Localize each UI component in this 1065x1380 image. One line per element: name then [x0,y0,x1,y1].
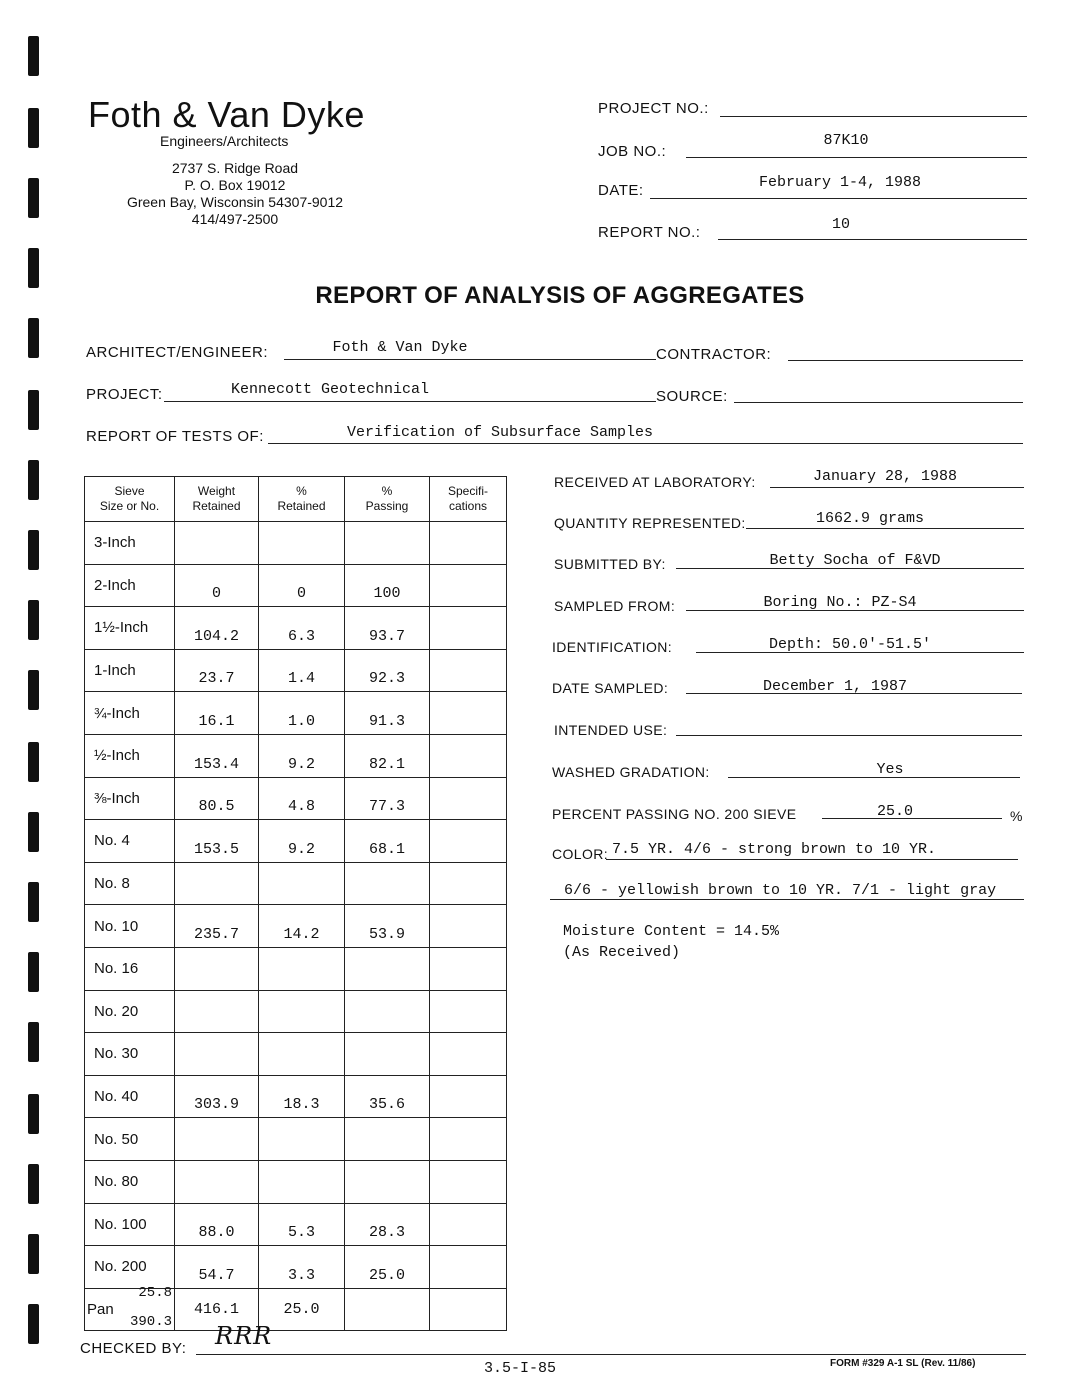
job-no-value: 87K10 [823,132,869,149]
table-row: No. 10 235.7 14.2 53.9 [85,905,507,948]
phone: 414/497-2500 [191,211,279,227]
color-label: COLOR: [552,846,609,862]
moisture-content: Moisture Content = 14.5% [563,923,780,940]
washed-gradation-label: WASHED GRADATION: [552,764,710,780]
architect-label: ARCHITECT/ENGINEER: [86,344,269,361]
contractor-label: CONTRACTOR: [656,346,772,363]
tests-value: Verification of Subsurface Samples [346,424,654,441]
pan-label: Pan [87,1300,114,1318]
project-label: PROJECT: [86,386,163,403]
form-code: 3.5-I-85 [483,1360,556,1377]
source-label: SOURCE: [656,388,728,405]
table-row: No. 16 [85,947,507,990]
company-name: Foth & Van Dyke [88,94,365,135]
table-row: 3-Inch [85,522,507,565]
pan-note-top: 25.8 [138,1284,172,1301]
quantity-value: 1662.9 grams [815,510,925,527]
date-value: February 1-4, 1988 [758,174,922,191]
table-row: No. 40 303.9 18.3 35.6 [85,1075,507,1118]
address-line-1: 2737 S. Ridge Road [171,160,299,176]
table-row: No. 20 [85,990,507,1033]
table-row: 1-Inch 23.7 1.4 92.3 [85,649,507,692]
tests-label: REPORT OF TESTS OF: [86,428,264,445]
table-row: 1½-Inch 104.2 6.3 93.7 [85,607,507,650]
header-size: Sieve Size or No. [85,477,175,522]
address-line-2: P. O. Box 19012 [184,177,286,193]
header-weight: Weight Retained [175,477,259,522]
table-row: ¾-Inch 16.1 1.0 91.3 [85,692,507,735]
date-sampled-label: DATE SAMPLED: [552,680,669,696]
header-pct-retained: % Retained [259,477,345,522]
date-label: DATE: [598,182,644,199]
table-row: No. 100 88.0 5.3 28.3 [85,1203,507,1246]
report-title: REPORT OF ANALYSIS OF AGGREGATES [315,282,805,309]
architect-value: Foth & Van Dyke [332,339,468,356]
job-no-label: JOB NO.: [598,143,667,160]
received-label: RECEIVED AT LABORATORY: [554,474,756,490]
table-row: No. 50 [85,1118,507,1161]
color-line-1: 7.5 YR. 4/6 - strong brown to 10 YR. [612,841,937,858]
table-row: No. 80 [85,1160,507,1203]
table-header-row [85,477,507,522]
pan-note-bottom: 390.3 [129,1314,172,1331]
checked-by-signature: RRR [215,1322,273,1350]
submitted-value: Betty Socha of F&VD [769,552,941,569]
date-sampled-value: December 1, 1987 [762,678,908,695]
table-row: No. 30 [85,1033,507,1076]
header-pct-passing: % Passing [345,477,430,522]
intended-use-label: INTENDED USE: [554,722,668,738]
moisture-note: (As Received) [563,944,681,961]
table-row: ⅜-Inch 80.5 4.8 77.3 [85,777,507,820]
table-row: No. 200 54.7 3.3 25.0 [85,1246,507,1289]
color-line-2: 6/6 - yellowish brown to 10 YR. 7/1 - light gray [564,882,997,899]
sieve-analysis-table [84,476,507,1331]
sampled-value: Boring No.: PZ-S4 [763,594,917,611]
percent-unit: % [1010,808,1023,824]
quantity-label: QUANTITY REPRESENTED: [554,515,746,531]
percent-passing-label: PERCENT PASSING NO. 200 SIEVE [552,806,797,822]
table-row: No. 8 [85,862,507,905]
table-row: No. 4 153.5 9.2 68.1 [85,820,507,863]
report-no-value: 10 [831,216,850,233]
percent-passing-value: 25.0 [876,803,913,820]
identification-label: IDENTIFICATION: [552,639,673,655]
identification-value: Depth: 50.0'-51.5' [768,636,932,653]
company-subtitle: Engineers/Architects [160,133,289,149]
washed-gradation-value: Yes [876,761,904,778]
report-no-label: REPORT NO.: [598,224,701,241]
header-specifications: Specifi- cations [430,477,507,522]
project-no-label: PROJECT NO.: [598,100,709,117]
form-number: FORM #329 A-1 SL (Rev. 11/86) [830,1358,976,1369]
received-value: January 28, 1988 [812,468,958,485]
submitted-label: SUBMITTED BY: [554,556,666,572]
project-value: Kennecott Geotechnical [230,381,430,398]
sampled-label: SAMPLED FROM: [554,598,676,614]
table-row-pan: Pan 25.8 390.3 416.1 25.0 [85,1288,507,1331]
address-line-3: Green Bay, Wisconsin 54307-9012 [126,194,344,210]
table-row: 2-Inch 0 0 100 [85,564,507,607]
table-row: ½-Inch 153.4 9.2 82.1 [85,734,507,777]
checked-by-label: CHECKED BY: [80,1340,187,1357]
